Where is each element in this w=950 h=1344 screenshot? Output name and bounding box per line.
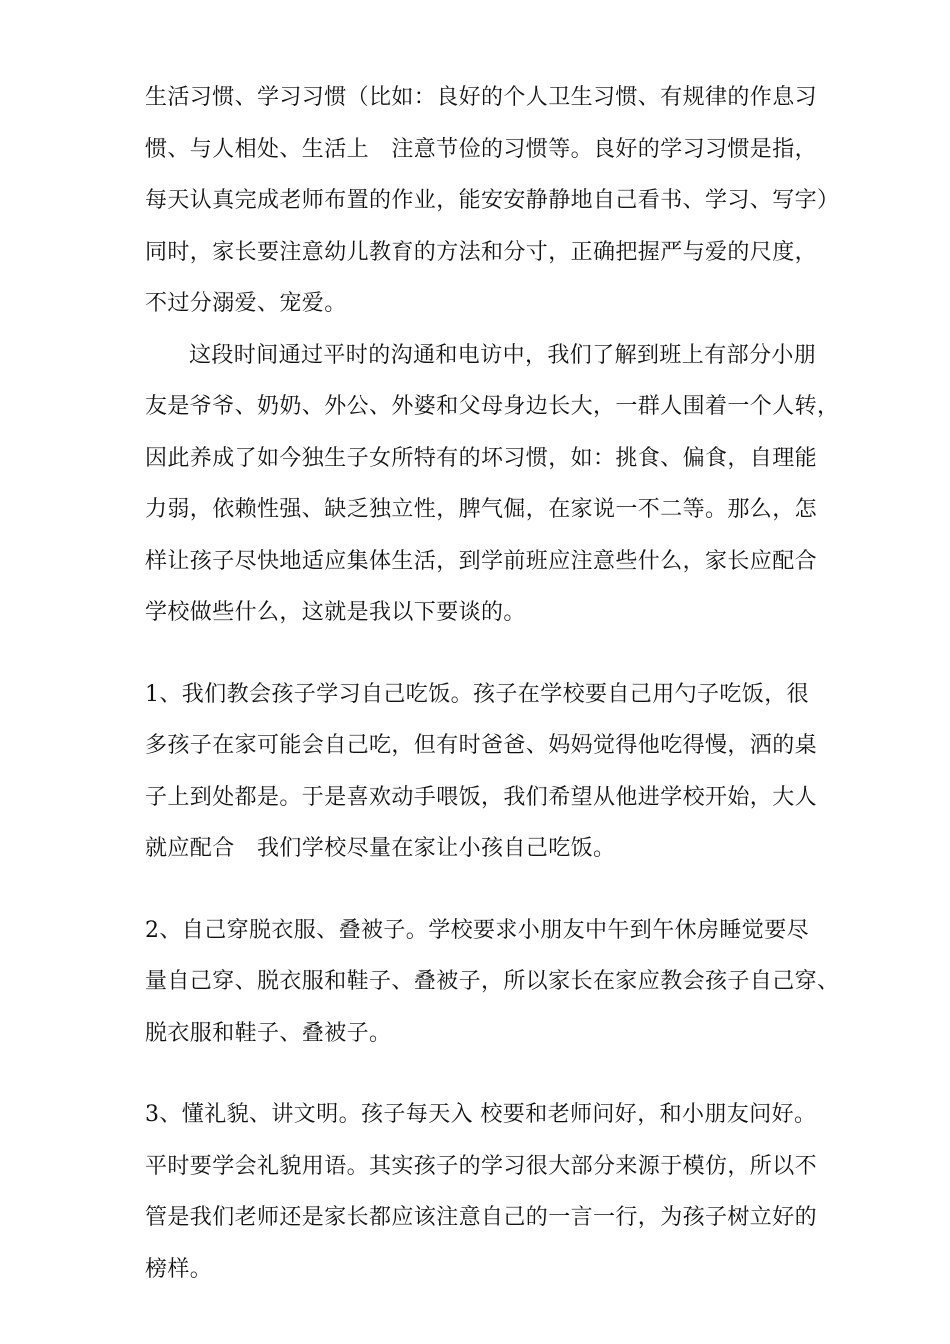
- text-line: 友是爷爷、奶奶、外公、外婆和父母身边长大，一群人围着一个人转，: [145, 394, 840, 419]
- text-line: 力弱，依赖性强、缺乏独立性，脾气倔，在家说一不二等。那么，怎: [145, 497, 818, 522]
- paragraph-gap: [145, 875, 810, 905]
- text-line: 1、我们教会孩子学习自己吃饭。孩子在学校要自己用勺子吃饭，很: [145, 681, 809, 707]
- paragraph-item-3: [145, 1089, 818, 1295]
- paragraph-item-2: [145, 905, 840, 1060]
- text-line: 同时，家长要注意幼儿教育的方法和分寸，正确把握严与爱的尺度，: [145, 239, 818, 265]
- paragraph-item-1: [145, 669, 818, 875]
- text-line: 学校做些什么，这就是我以下要谈的。: [145, 600, 526, 625]
- text-line: 平时要学会礼貌用语。其实孩子的学习很大部分来源于模仿，所以不: [145, 1153, 818, 1179]
- document-body: [145, 72, 840, 1295]
- paragraph-gap: [145, 1059, 810, 1089]
- text-line: 生活习惯、学习习惯（比如：良好的个人卫生习惯、有规律的作息习: [145, 85, 818, 110]
- paragraph-gap: [145, 639, 810, 669]
- paragraph-habits: [145, 72, 840, 330]
- text-line: 量自己穿、脱衣服和鞋子、叠被子，所以家长在家应教会孩子自己穿、: [145, 969, 840, 994]
- text-line: 榜样。: [145, 1256, 213, 1282]
- text-line: 样让孩子尽快地适应集体生活，到学前班应注意些什么，家长应配合: [145, 548, 818, 574]
- text-line: 不过分溺爱、宠爱。: [145, 291, 347, 316]
- text-line: 这段时间通过平时的沟通和电访中，我们了解到班上有部分小朋: [189, 342, 817, 368]
- text-line: 就应配合 我们学校尽量在家让小孩自己吃饭。: [145, 836, 616, 861]
- text-line: 2、自己穿脱衣服、叠被子。学校要求小朋友中午到午休房睡觉要尽: [145, 917, 809, 943]
- text-line: 子上到处都是。于是喜欢动手喂饭，我们希望从他进学校开始，大人: [145, 784, 818, 810]
- text-line: 每天认真完成老师布置的作业，能安安静静地自己看书、学习、写字）: [145, 188, 840, 213]
- text-line: 惯、与人相处、生活上 注意节俭的习惯等。良好的学习习惯是指，: [145, 136, 818, 162]
- text-line: 管是我们老师还是家长都应该注意自己的一言一行，为孩子树立好的: [145, 1205, 818, 1230]
- text-line: 因此养成了如今独生子女所特有的坏习惯，如：挑食、偏食，自理能: [145, 445, 818, 471]
- paragraph-background: [145, 330, 840, 639]
- text-line: 脱衣服和鞋子、叠被子。: [145, 1020, 392, 1046]
- text-line: 3、懂礼貌、讲文明。孩子每天入 校要和老师问好，和小朋友问好。: [145, 1102, 817, 1127]
- text-line: 多孩子在家可能会自己吃，但有时爸爸、妈妈觉得他吃得慢，洒的桌: [145, 733, 818, 758]
